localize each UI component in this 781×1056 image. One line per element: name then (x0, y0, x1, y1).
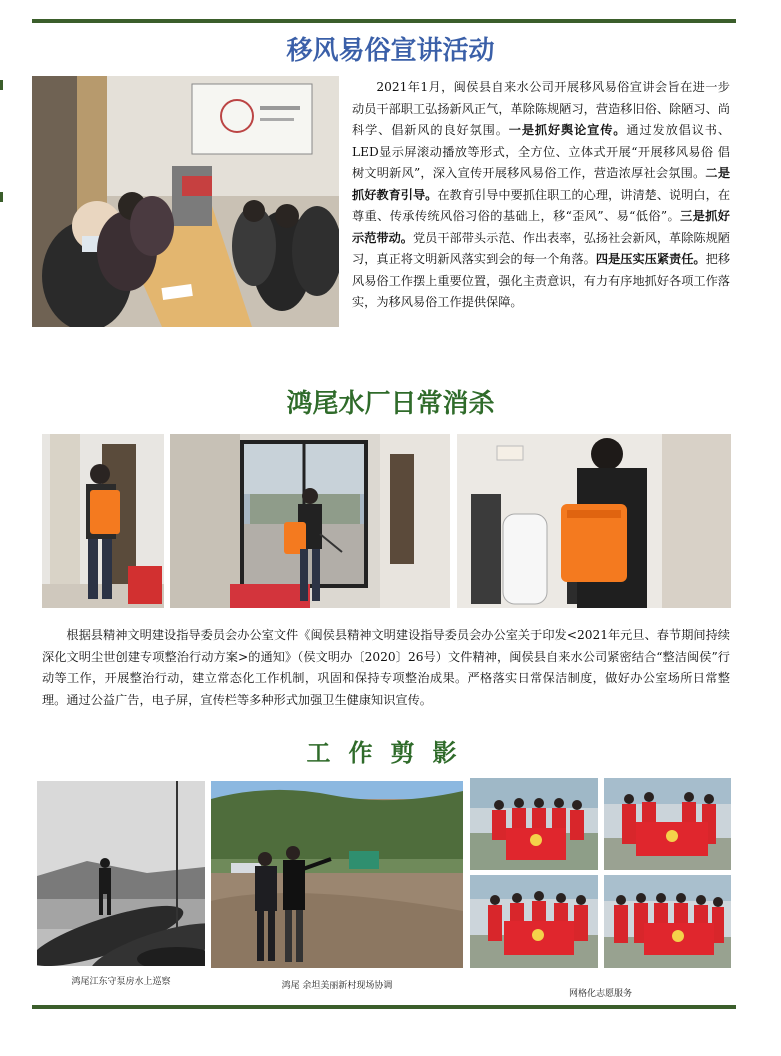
disinfection-photo-entrance (170, 434, 450, 608)
caption-patrol: 鸿尾江东守泵房水上巡察 (71, 977, 171, 987)
caption-volunteer: 网格化志愿服务 (568, 989, 632, 999)
volunteer-photo-4 (604, 875, 731, 968)
patrol-photo (37, 781, 205, 966)
top-divider (32, 19, 736, 23)
edge-mark (0, 80, 3, 90)
meeting-photo (32, 76, 339, 327)
site-coordination-photo (211, 781, 463, 968)
section2-title: 鸿尾水厂日常消杀 (286, 389, 495, 419)
volunteer-photo-3 (470, 875, 598, 968)
caption-site-coordination: 鸿尾 余坦美丽新村现场协调 (281, 981, 393, 991)
volunteer-photo-2 (604, 778, 731, 870)
section1-title: 移风易俗宣讲活动 (286, 36, 495, 66)
bottom-divider (32, 1005, 736, 1009)
disinfection-photo-restroom (457, 434, 731, 608)
section1-paragraph: 2021年1月，闽侯县自来水公司开展移风易俗宣讲会旨在进一步动员干部职工弘扬新风正气，革除陈规陋习，营造移旧俗、除陋习、尚科学、倡新风的良好氛围。一是抓好舆论宣传。通过发放倡议书、LED显示屏滚动播放等形式，全方位、立体式开展“开展移风易俗 倡树文明新风”，深入宣传开展移风易俗工作，营造浓厚社会氛围。二是抓好教育引导。在教育引导中要抓住职工的心理，讲清楚、说明白，在尊重、传承传统风俗习俗的基础上，移“歪风”、易“低俗”。三是抓好示范带动。党员干部带头示范、作出表率，弘扬社会新风，革除陈规陋习，真正将文明新风落实到会的每一个角落。四是压实压紧责任。把移风易俗工作摆上重要位置，强化主责意识，有力有序地抓好各项工作落实，为移风易俗工作提供保障。 (352, 80, 731, 309)
volunteer-photo-1 (470, 778, 598, 870)
section2-paragraph: 根据县精神文明建设指导委员会办公室文件《闽侯县精神文明建设指导委员会办公室关于印发<2021年元旦、春节期间持续深化文明尘世创建专项整治行动方案>的通知》（侯文明办〔2020〕26号）文件精神，闽侯县自来水公司紧密结合“整洁闽侯”行动等工作，开展整治行动，建立常态化工作机制，巩固和保持专项整治成果。严格落实日常保洁制度，做好办公室场所日常整理。通过公益广告，电子屏，宣传栏等多种形式加强卫生健康知识宣传。 (42, 628, 730, 707)
disinfection-photo-hallway (42, 434, 164, 608)
section3-title: 工作剪影 (306, 739, 475, 767)
edge-mark (0, 192, 3, 202)
